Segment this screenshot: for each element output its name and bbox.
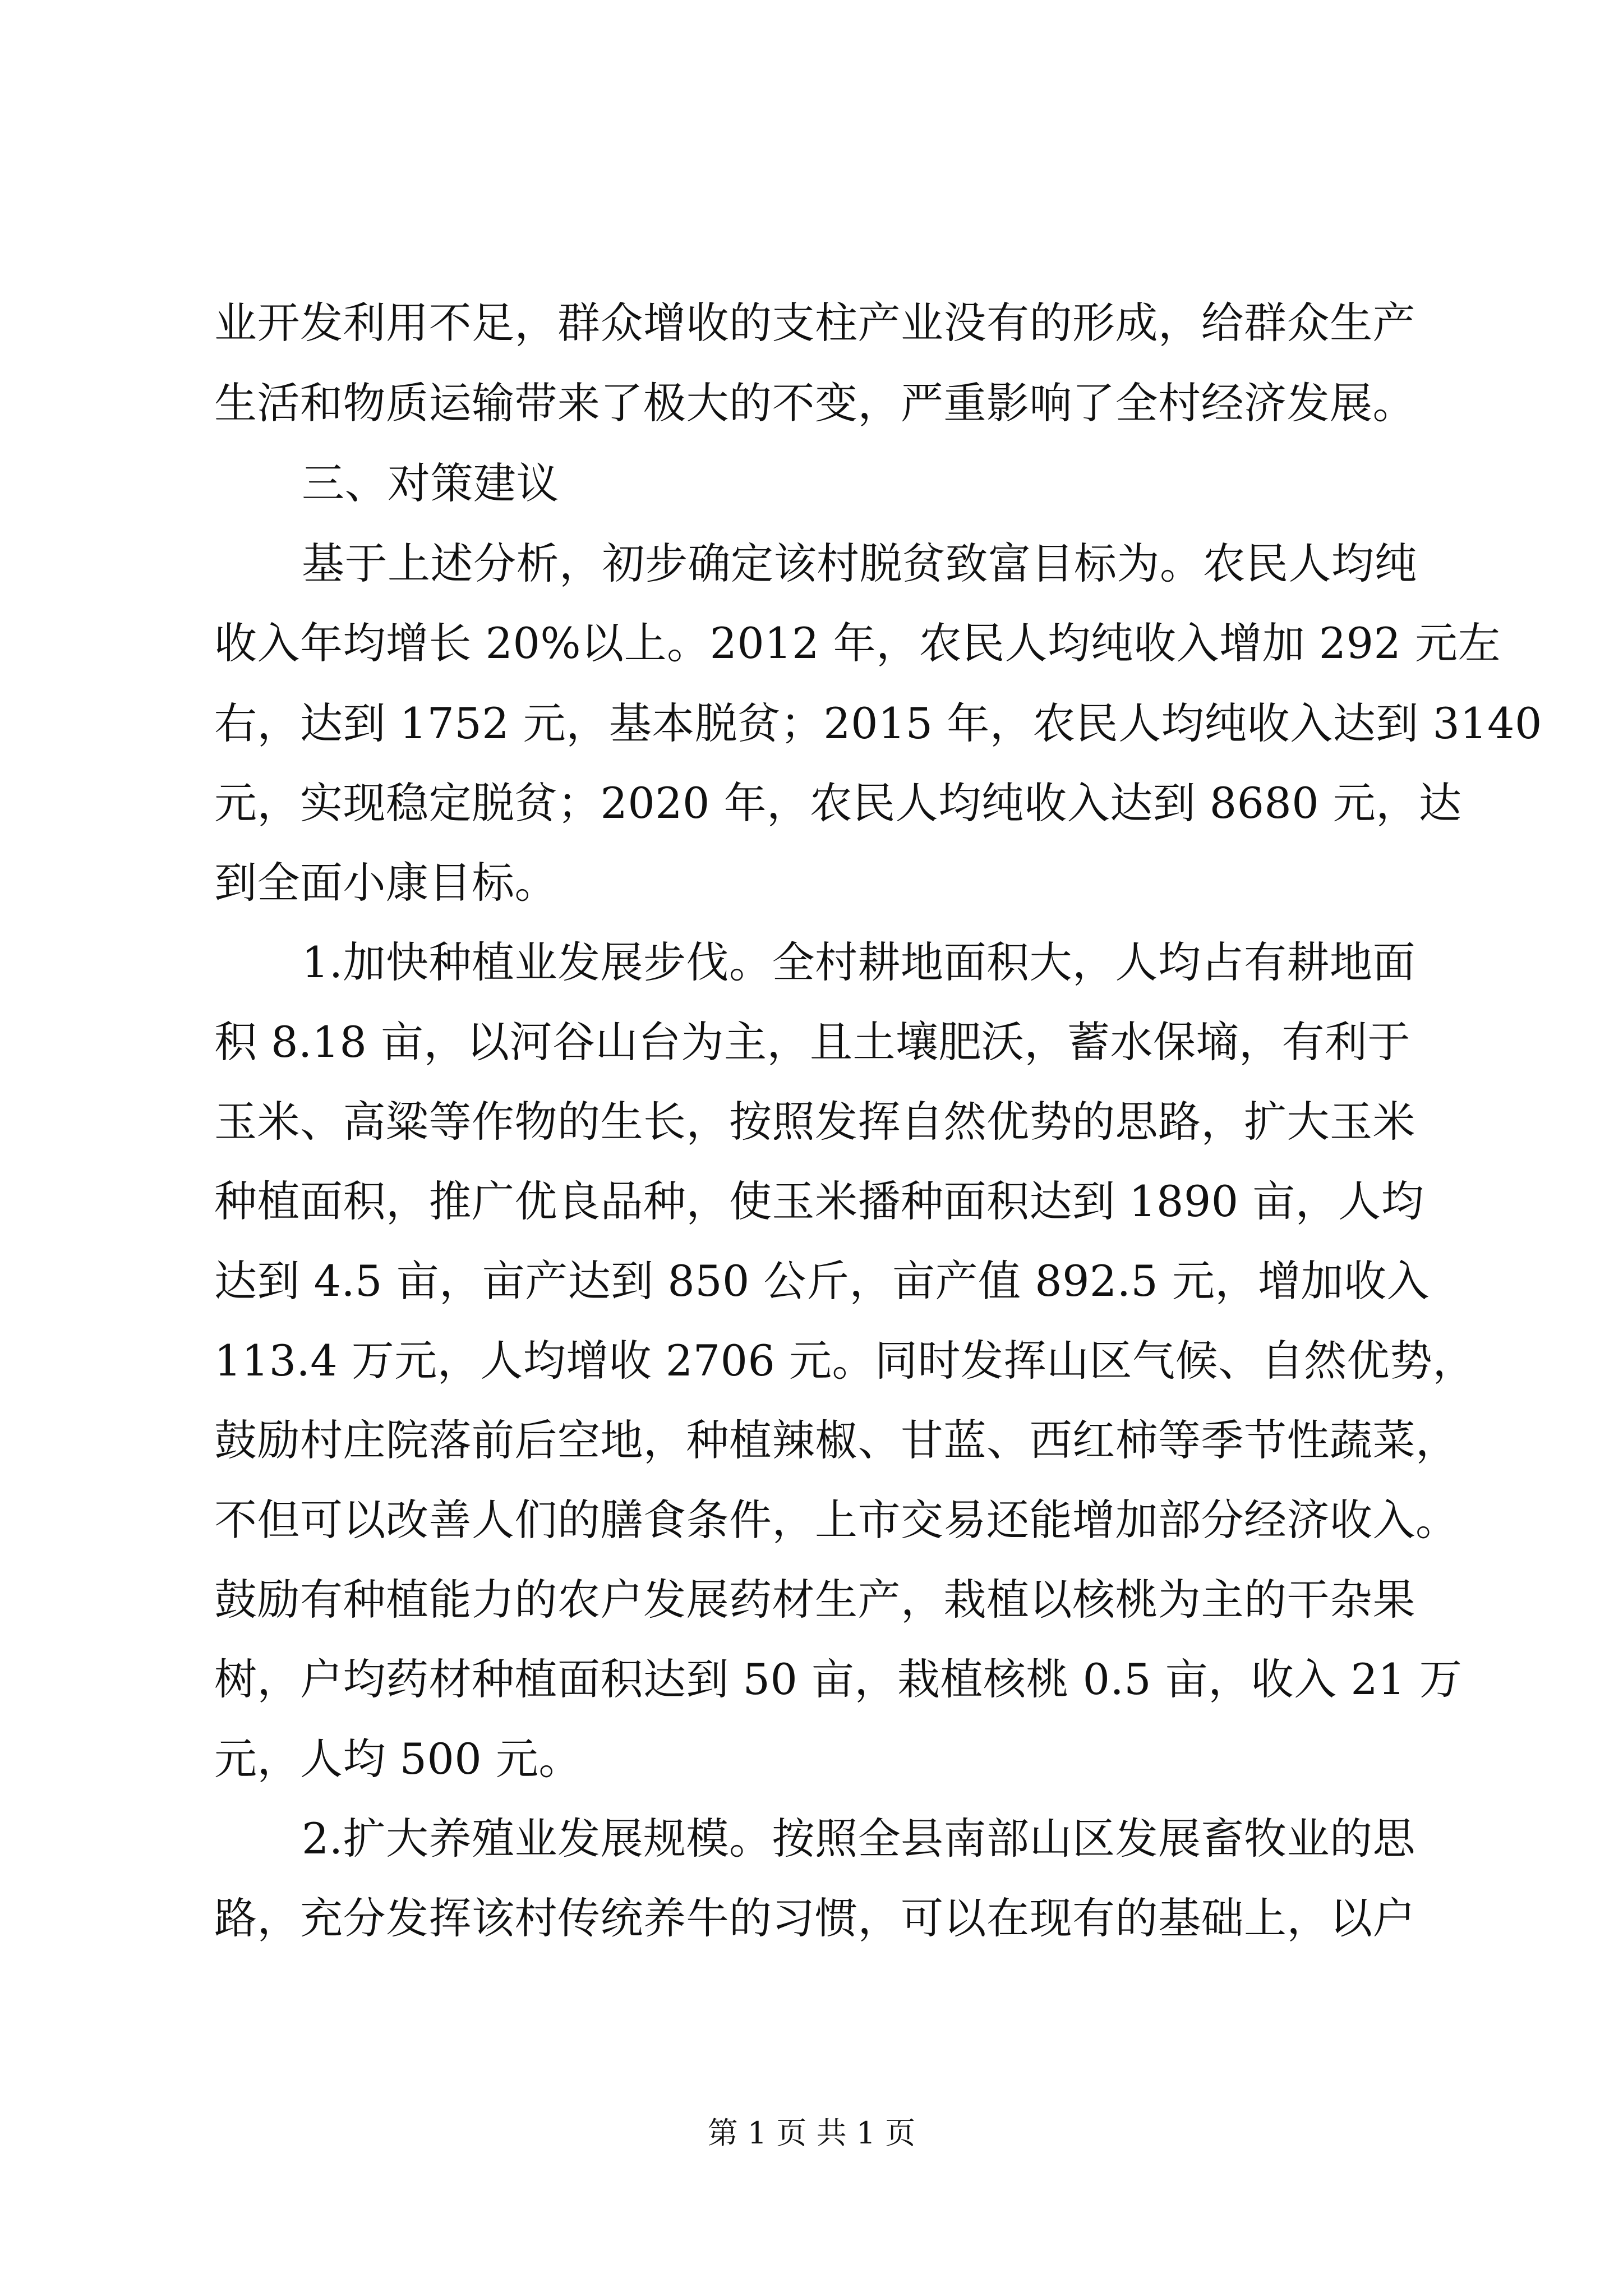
text-line: 业开发利用不足，群众增收的支柱产业没有的形成，给群众生产: [214, 298, 1415, 348]
text-line: 不但可以改善人们的膳食条件，上市交易还能增加部分经济收入。: [214, 1495, 1459, 1545]
text-line: 路，充分发挥该村传统养牛的习惯，可以在现有的基础上，以户: [214, 1893, 1415, 1943]
text-line: 种植面积，推广优良品种，使玉米播种面积达到 1890 亩，人均: [214, 1176, 1424, 1226]
page-footer: 第 1 页 共 1 页: [707, 2115, 916, 2151]
text-line: 1.加快种植业发展步伐。全村耕地面积大，人均占有耕地面: [302, 937, 1416, 987]
text-line: 树，户均药材种植面积达到 50 亩，栽植核桃 0.5 亩，收入 21 万: [214, 1654, 1463, 1704]
text-line: 积 8.18 亩，以河谷山台为主，且土壤肥沃，蓄水保墒，有利于: [214, 1017, 1411, 1067]
text-line: 元，实现稳定脱贫；2020 年，农民人均纯收入达到 8680 元，达: [214, 778, 1462, 828]
text-line: 收入年均增长 20%以上。2012 年，农民人均纯收入增加 292 元左: [214, 618, 1501, 668]
section-heading: 三、对策建议: [302, 458, 559, 508]
text-line: 玉米、高粱等作物的生长，按照发挥自然优势的思路，扩大玉米: [214, 1097, 1415, 1147]
text-line: 2.扩大养殖业发展规模。按照全县南部山区发展畜牧业的思: [302, 1814, 1416, 1864]
text-line: 生活和物质运输带来了极大的不变，严重影响了全村经济发展。: [214, 378, 1415, 428]
text-line: 元，人均 500 元。: [214, 1734, 582, 1784]
text-line: 113.4 万元，人均增收 2706 元。同时发挥山区气候、自然优势，: [214, 1336, 1476, 1386]
text-line: 达到 4.5 亩，亩产达到 850 公斤，亩产值 892.5 元，增加收入: [214, 1256, 1430, 1306]
text-line: 基于上述分析，初步确定该村脱贫致富目标为。农民人均纯: [302, 539, 1417, 588]
text-line: 到全面小康目标。: [214, 858, 557, 908]
text-line: 鼓励有种植能力的农户发展药材生产，栽植以核桃为主的干杂果: [214, 1575, 1415, 1625]
text-line: 鼓励村庄院落前后空地，种植辣椒、甘蓝、西红柿等季节性蔬菜，: [214, 1415, 1459, 1465]
text-line: 右，达到 1752 元，基本脱贫；2015 年，农民人均纯收入达到 3140: [214, 698, 1542, 748]
